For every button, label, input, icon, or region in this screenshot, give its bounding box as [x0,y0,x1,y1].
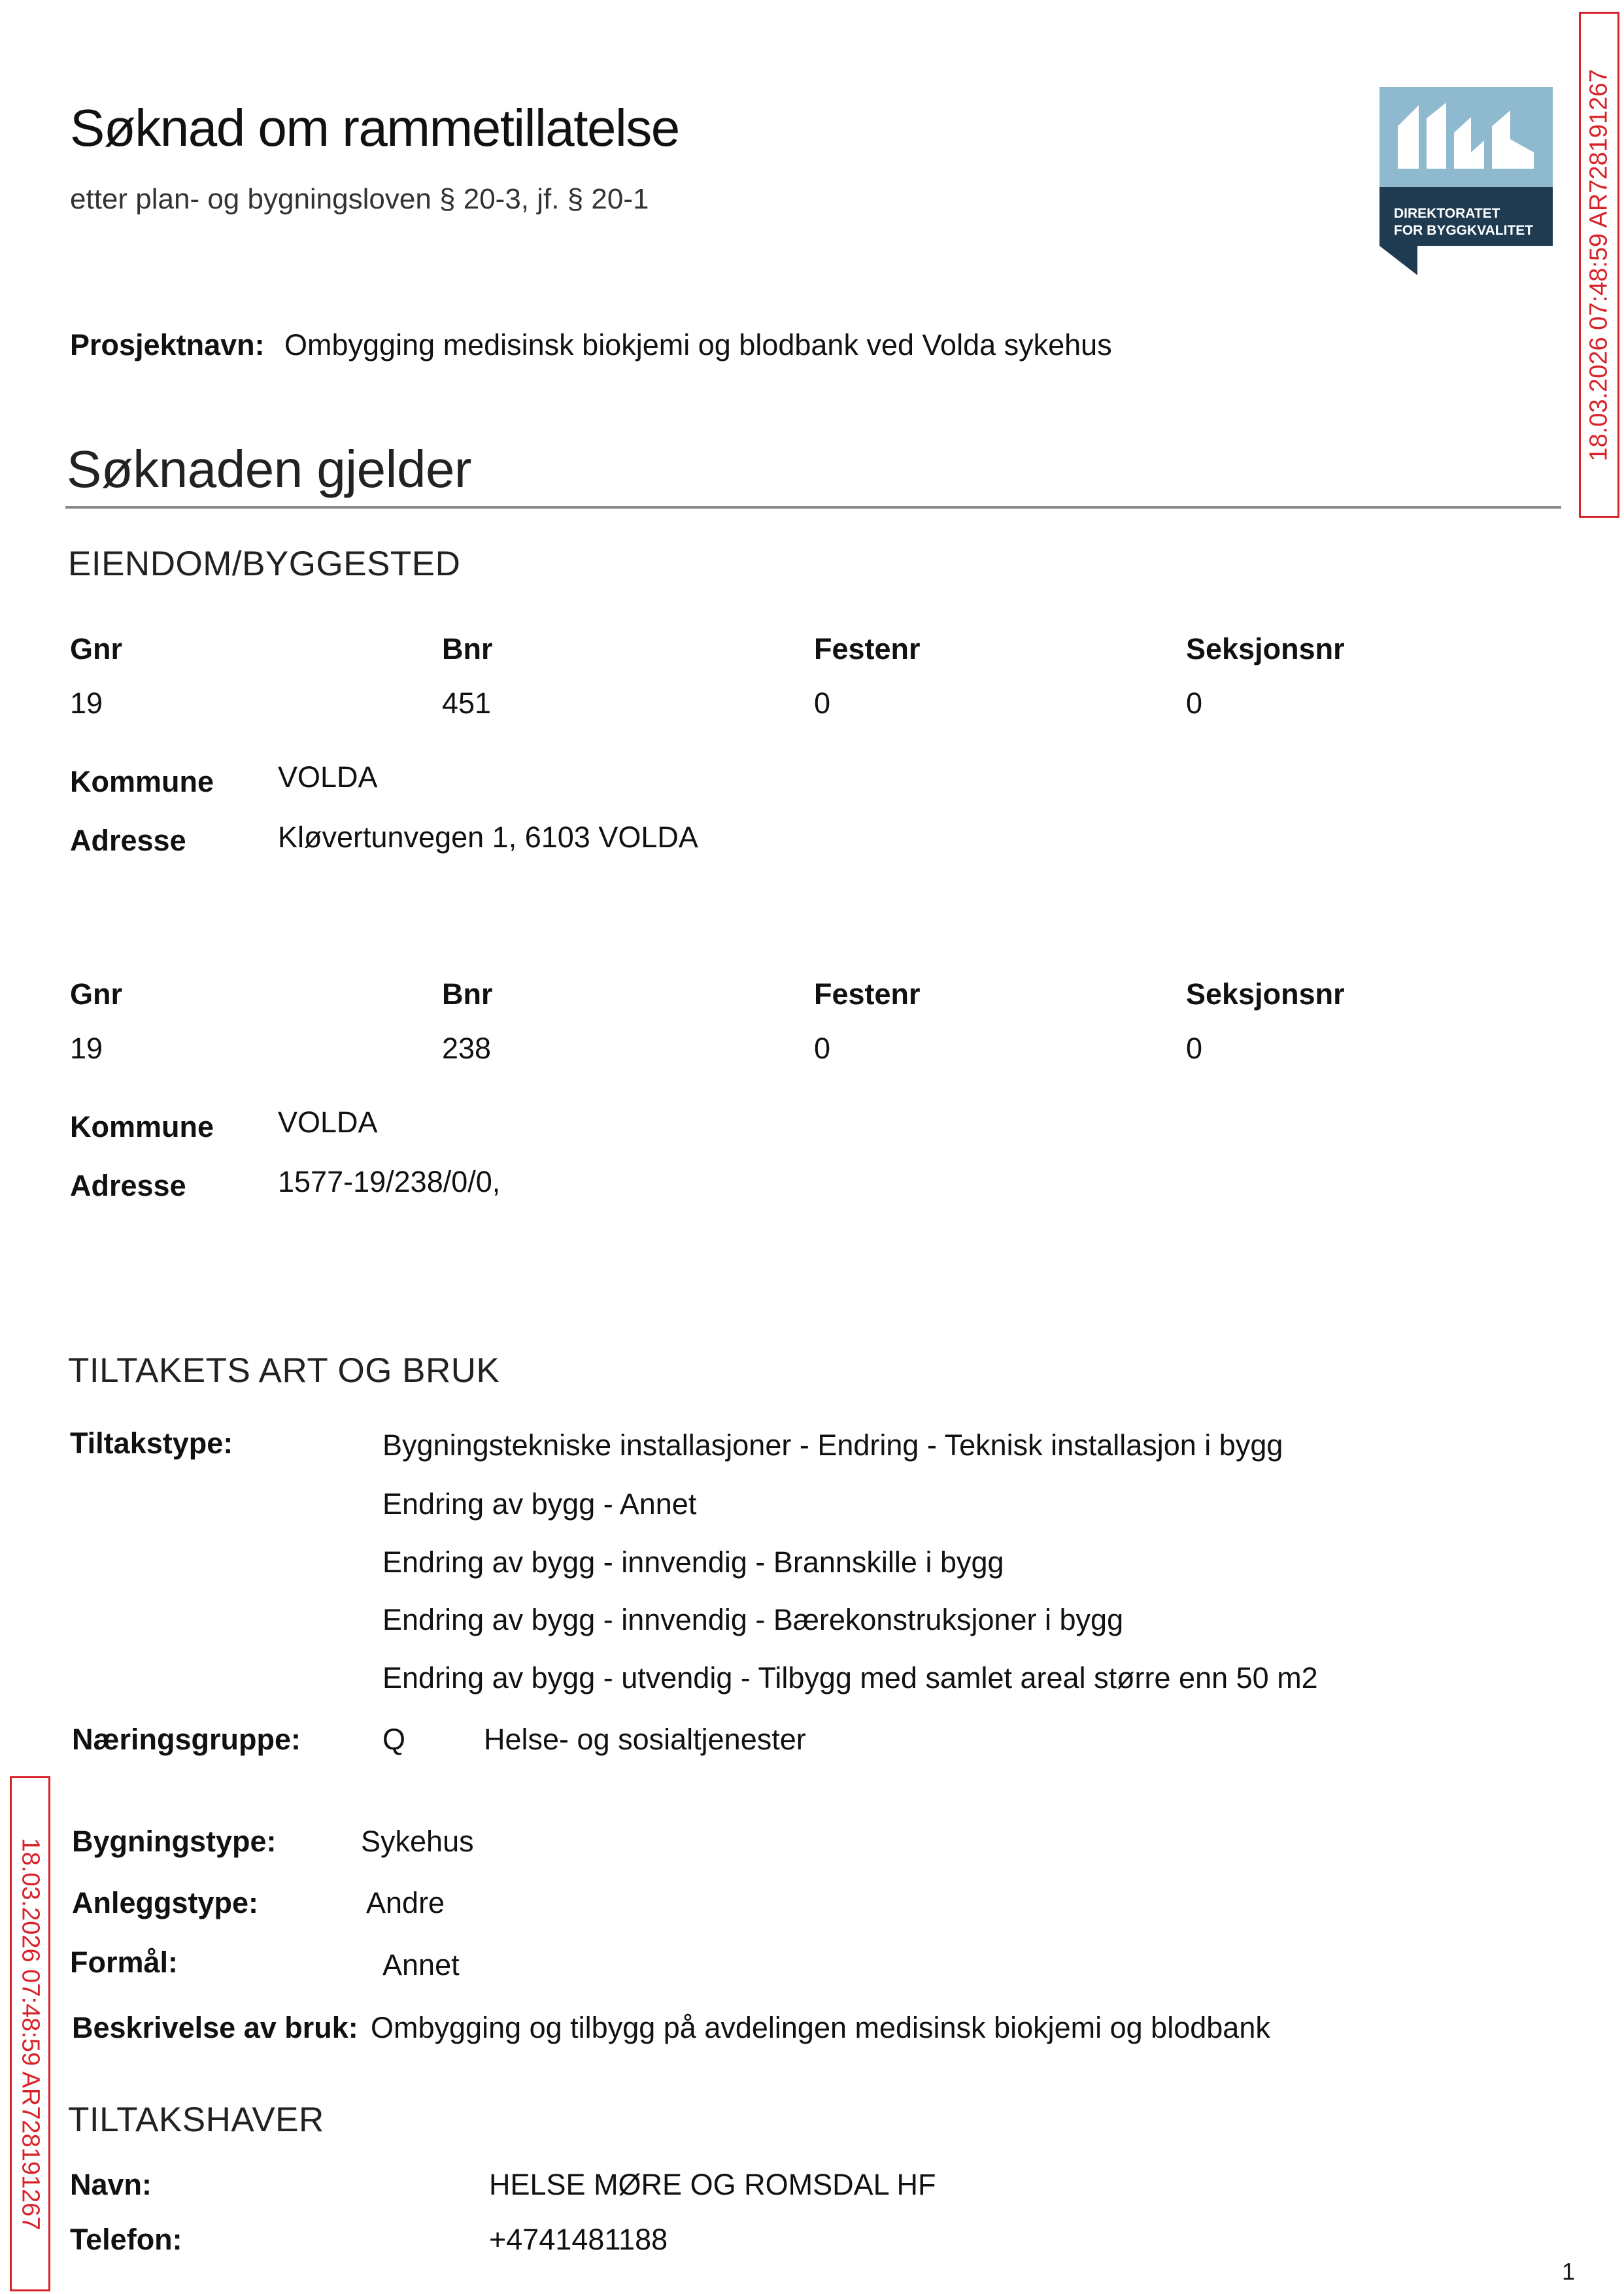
tiltakstype-label: Tiltakstype: [70,1426,233,1460]
project-name-label: Prosjektnavn: [70,328,265,362]
tiltak-heading: TILTAKETS ART OG BRUK [68,1351,500,1390]
gnr-label: Gnr [70,977,123,1011]
kommune-label: Kommune [70,765,214,798]
tiltakstype-item: Endring av bygg - Annet [382,1487,697,1521]
adresse-value: Kløvertunvegen 1, 6103 VOLDA [278,820,698,854]
tiltakstype-item: Bygningstekniske installasjoner - Endring - Teknisk installasjon i bygg [382,1428,1283,1462]
dibk-logo [1379,87,1553,275]
bygningstype-label: Bygningstype: [72,1825,277,1858]
tiltakshaver-heading: TILTAKSHAVER [68,2100,324,2139]
festenr-value: 0 [814,1032,831,1065]
festenr-label: Festenr [814,632,921,666]
bnr-value: 451 [442,686,492,720]
kommune-value: VOLDA [278,760,378,794]
beskrivelse-label: Beskrivelse av bruk: [72,2011,358,2044]
gnr-value: 19 [70,686,103,720]
eiendom-heading: EIENDOM/BYGGESTED [68,545,461,583]
logo-text-2: FOR BYGGKVALITET [1394,223,1534,238]
document-title: Søknad om rammetillatelse [70,99,679,157]
bygningstype-value: Sykehus [361,1825,474,1858]
seksjonsnr-label: Seksjonsnr [1186,977,1345,1011]
stamp-text: 18.03.2026 07:48:59 AR728191267 [1585,68,1613,462]
adresse-value: 1577-19/238/0/0, [278,1165,501,1198]
anleggstype-label: Anleggstype: [72,1886,259,1919]
logo-text-1: DIREKTORATET [1394,206,1500,221]
navn-value: HELSE MØRE OG ROMSDAL HF [489,2168,936,2201]
bnr-label: Bnr [442,632,493,666]
section-title: Søknaden gjelder [67,440,472,498]
page-number: 1 [1561,2258,1575,2285]
section-divider [65,506,1561,509]
telefon-label: Telefon: [70,2223,182,2256]
telefon-value: +4741481188 [489,2223,668,2256]
kommune-value: VOLDA [278,1105,378,1139]
registration-stamp-left [10,1776,50,2291]
seksjonsnr-label: Seksjonsnr [1186,632,1345,666]
adresse-label: Adresse [70,824,186,857]
adresse-label: Adresse [70,1169,186,1202]
beskrivelse-value: Ombygging og tilbygg på avdelingen medisinsk biokjemi og blodbank [371,2011,1270,2044]
formal-label: Formål: [70,1946,178,1979]
festenr-label: Festenr [814,977,921,1011]
naeringsgruppe-label: Næringsgruppe: [72,1723,301,1756]
project-name-value: Ombygging medisinsk biokjemi og blodbank ved Volda sykehus [284,328,1112,362]
seksjonsnr-value: 0 [1186,686,1203,720]
navn-label: Navn: [70,2168,152,2201]
bnr-value: 238 [442,1032,492,1065]
gnr-label: Gnr [70,632,123,666]
formal-value: Annet [382,1948,460,1982]
festenr-value: 0 [814,686,831,720]
stamp-text: 18.03.2026 07:48:59 AR728191267 [16,1837,44,2231]
naeringsgruppe-value: Helse- og sosialtjenester [484,1723,806,1756]
gnr-value: 19 [70,1032,103,1065]
document-subtitle: etter plan- og bygningsloven § 20-3, jf. § 20-1 [70,183,649,215]
tiltakstype-item: Endring av bygg - innvendig - Bærekonstruksjoner i bygg [382,1603,1124,1636]
seksjonsnr-value: 0 [1186,1032,1203,1065]
tiltakstype-item: Endring av bygg - innvendig - Brannskille i bygg [382,1545,1004,1579]
bnr-label: Bnr [442,977,493,1011]
registration-stamp-right [1579,12,1619,518]
anleggstype-value: Andre [366,1886,445,1919]
naeringsgruppe-code: Q [382,1723,406,1756]
tiltakstype-item: Endring av bygg - utvendig - Tilbygg med samlet areal større enn 50 m2 [382,1661,1318,1695]
kommune-label: Kommune [70,1110,214,1143]
